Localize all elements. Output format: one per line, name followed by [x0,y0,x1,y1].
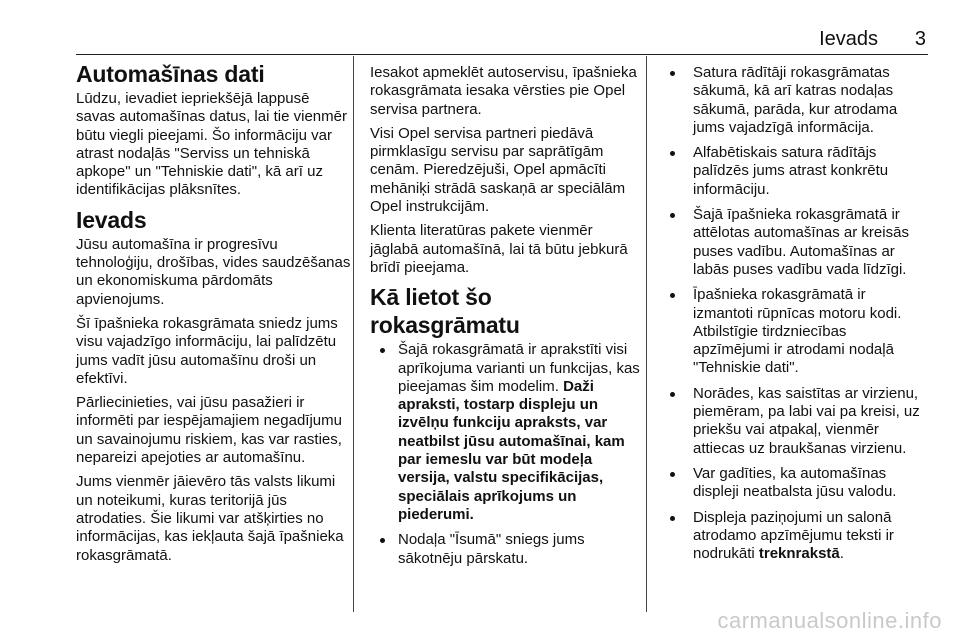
paragraph: Šī īpašnieka rokasgrāmata sniedz jums visu vajadzīgo informāciju, lai palīdzētu jums vadīt jūsu automašīnu droši un efektīvi. [76,314,338,387]
heading-ka-lietot: Kā lietot šo rokasgrāmatu [370,284,520,339]
paragraph: Lūdzu, ievadiet iepriekšējā lappusē savas automašīnas datus, lai tie vienmēr būtu viegli pieejami. Šo informāciju var atrast nodaļās "Serviss un tehniskā apkope" un "Tehniskie dati", kā arī uz identifikācijas plāksnītes. [76,90,347,199]
list-item-text: Nodaļa "Īsumā" sniegs jums sākotnēju pārskatu. [398,531,585,567]
list-item-text: Displeja paziņojumi un salonā atrodamo apzīmējumu teksti ir nodrukāti [693,508,894,563]
list-item [665,385,927,458]
page-number: 3 [914,28,926,50]
watermark: carmanualsonline.info [717,608,942,633]
list-item [665,286,927,377]
list-item-text: Alfabētiskais satura rādītājs palīdzēs jums atrast konkrētu informāciju. [693,144,889,198]
list-item-text: Šajā īpašnieka rokasgrāmatā ir attēlotas automašīnas ar kreisās puses vadību. Automašīnas ar labās puses vadību vada līdzīgi. [693,206,909,278]
list-item-text: Šajā rokasgrāmatā ir aprakstīti visi aprīkojuma varianti un funkcijas, kas pieejamas šim modelim. [398,341,640,395]
list-item [370,531,645,568]
column-divider-2 [646,56,647,612]
paragraph: Pārliecinieties, vai jūsu pasažieri ir informēti par iespējamajiem negadījumu un savainojumu riskiem, kas var rasties, nepareizi apejoties ar automašīnu. [76,394,342,467]
column-3 [665,64,927,570]
bullet-dot-icon [670,392,675,397]
paragraph: Jums vienmēr jāievēro tās valsts likumi un noteikumi, kuras teritorijā jūs atrodaties. Šie likumi var atšķirties no informācijas, kas iekļauta šajā īpašnieka rokasgrāmatā. [76,473,344,564]
column-1 [76,60,352,571]
list-item [665,206,927,279]
bullet-dot-icon [670,151,675,156]
list-item-text: Satura rādītāji rokasgrāmatas sākumā, kā arī katras nodaļas sākumā, parāda, kur atrodama jums vajadzīgā informācija. [693,64,898,136]
bullet-dot-icon [670,516,675,521]
list-item [665,509,927,564]
paragraph: Klienta literatūras pakete vienmēr jāglabā automašīnā, lai tā būtu jebkurā brīdī pieejama. [370,222,628,276]
bullet-dot-icon [380,348,385,353]
bullet-list [665,64,927,563]
bullet-list [370,341,645,568]
page-header [76,28,928,50]
heading-ievads: Ievads [76,206,147,233]
list-item-text: Norādes, kas saistītas ar virzienu, piemēram, pa labi vai pa kreisi, uz priekšu vai atpakaļ, vienmēr attiecas uz braukšanas virzienu. [693,384,920,457]
column-2 [370,64,645,575]
bullet-dot-icon [670,71,675,76]
column-divider-1 [353,56,354,612]
bullet-dot-icon [670,293,675,298]
paragraph: Jūsu automašīna ir progresīvu tehnoloģiju, drošības, vides saudzēšanas un ekonomiskuma pārdomāts apvienojums. [76,235,351,308]
list-item-bold-text: Daži apraksti, tostarp displeju un izvēlņu funkciju apraksts, var neatbilst jūsu automašīnai, kam par iemeslu var būt modeļa versija, valstu specifikācijas, speciālais aprīkojums un piederumi. [398,377,625,523]
paragraph: Visi Opel servisa partneri piedāvā pirmklasīgu servisu par saprātīgām cenām. Pieredzējuši, Opel apmācīti mehāniķi strādā saskaņā ar speciālām Opel instrukcijām. [370,124,626,216]
paragraph: Iesakot apmeklēt autoservisu, īpašnieka rokasgrāmata iesaka vērsties pie Opel servisa partnera. [370,64,637,118]
list-item [665,64,927,137]
list-item-text: Īpašnieka rokasgrāmatā ir izmantoti rūpnīcas motoru kodi. Atbilstīgie tirdzniecības apzīmējumi ir atrodami nodaļā "Tehniskie dati". [693,286,902,377]
list-item-text-end: . [839,545,844,563]
bullet-dot-icon [670,472,675,477]
heading-automasinas-dati: Automašīnas dati [76,61,265,87]
list-item [665,465,927,502]
list-item-bold-text: treknrakstā [758,545,840,563]
header-rule [76,54,928,55]
bullet-dot-icon [670,213,675,218]
list-item [665,144,927,199]
list-item-text: Var gadīties, ka automašīnas displeji neatbalsta jūsu valodu. [693,464,897,501]
bullet-dot-icon [380,538,385,543]
list-item [370,341,645,524]
header-title: Ievads [819,28,878,50]
